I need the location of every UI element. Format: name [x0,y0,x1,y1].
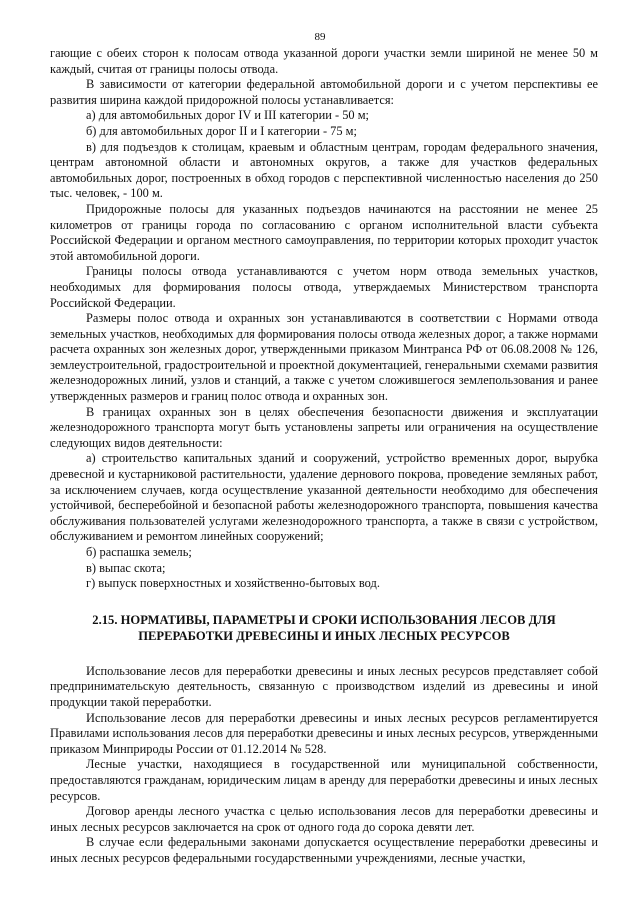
paragraph: В границах охранных зон в целях обеспечения безопасности движения и эксплуатации железнодорожного транспорта могут быть установлены запреты или ограничения на осуществление следующих видов деятельности: [50,404,598,450]
paragraph: Лесные участки, находящиеся в государственной или муниципальной собственности, предоставляются гражданам, юридическим лицам в аренду для переработки древесины и иных лесных ресурсов. [50,757,598,803]
paragraph: Размеры полос отвода и охранных зон устанавливаются в соответствии с Нормами отвода земельных участков, необходимых для формирования полосы отвода железных дорог, а также нормами расчета охранных зон железных дорог, утвержденными приказом Минтранса РФ от 06.08.2008 № 126, землеустроительной, градостроительной и проектной документацией, генеральными схемами развития железнодорожных линий, узлов и станций, а также с учетом сложившегося землепользования и ранее утвержденных размеров и границ полос отвода и охранных зон. [50,311,598,404]
section-heading: 2.15. НОРМАТИВЫ, ПАРАМЕТРЫ И СРОКИ ИСПОЛЬЗОВАНИЯ ЛЕСОВ ДЛЯ ПЕРЕРАБОТКИ ДРЕВЕСИНЫ И ИНЫХ ЛЕСНЫХ РЕСУРСОВ [92,612,556,643]
paragraph: Использование лесов для переработки древесины и иных лесных ресурсов регламентируется Правилами использования лесов для переработки древесины и иных лесных ресурсов, утвержденными приказом Минприроды России от 01.12.2014 № 528. [50,710,598,756]
list-item: г) выпуск поверхностных и хозяйственно-бытовых вод. [86,576,380,591]
list-item: в) выпас скота; [86,560,166,575]
paragraph: Использование лесов для переработки древесины и иных лесных ресурсов представляет собой предпринимательскую деятельность, связанную с производством изделий из древесины и иной продукции такой переработки. [50,663,598,709]
paragraph: Границы полосы отвода устанавливаются с учетом норм отвода земельных участков, необходимых для формирования полосы отвода, утверждаемых Министерством транспорта Российской Федерации. [50,264,598,310]
paragraph: Придорожные полосы для указанных подъездов начинаются на расстоянии не менее 25 километров от границы города по согласованию с органом исполнительной власти субъекта Российской Федерации и органом местного самоуправления, по территории которых проходит участок этой автомобильной дороги. [50,201,598,263]
page-number: 89 [314,31,326,43]
list-item: а) строительство капитальных зданий и сооружений, устройство временных дорог, вырубка древесной и кустарниковой растительности, удаление дернового покрова, проведение земляных работ, за исключением случаев, когда осуществление указанной деятельности необходимо для обеспечения устойчивой, бесперебойной и безопасной работы железнодорожного транспорта, повышения качества обслуживания пользователей услугами железнодорожного транспорта, а также в связи с устройством, обслуживанием и ремонтом линейных сооружений; [50,451,598,544]
page-content [50,46,598,867]
list-item: б) для автомобильных дорог II и I категории - 75 м; [86,123,357,138]
paragraphs-after [50,664,598,867]
paragraph: В случае если федеральными законами допускается осуществление переработки древесины и иных лесных ресурсов федеральными государственными учреждениями, лесные участки, [50,835,598,865]
paragraph: В зависимости от категории федеральной автомобильной дороги и с учетом перспективы ее развития ширина каждой придорожной полосы устанавливается: [50,77,598,107]
list-item: в) для подъездов к столицам, краевым и областным центрам, городам федерального значения, центрам автономной области и автономных округов, а также для участков федеральных автомобильных дорог, построенных в обход городов с перспективной численностью населения до 250 тыс. человек, - 100 м. [50,139,598,201]
list-item: б) распашка земель; [86,545,192,559]
paragraph: Договор аренды лесного участка с целью использования лесов для переработки древесины и иных лесных ресурсов заключается на срок от одного года до сорока девяти лет. [50,804,598,834]
paragraph: гающие с обеих сторон к полосам отвода указанной дороги участки земли шириной не менее 50 м каждый, считая от границы полосы отвода. [50,46,598,76]
list-item: а) для автомобильных дорог IV и III категории - 50 м; [86,108,369,123]
paragraphs-before [50,46,598,592]
